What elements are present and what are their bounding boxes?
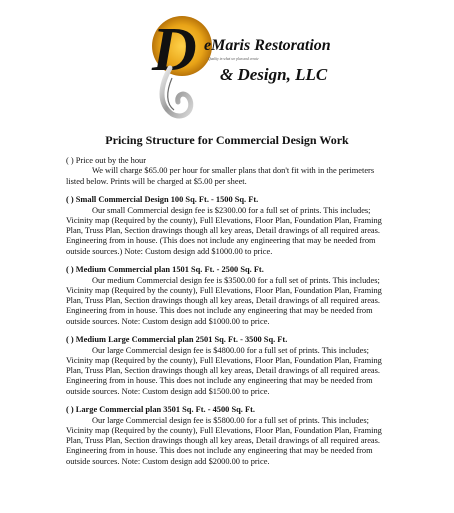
logo-name-line2: & Design, LLC — [220, 65, 328, 84]
section-heading: ( ) Medium Large Commercial plan 2501 Sq. Ft. - 3500 Sq. Ft. — [66, 335, 288, 345]
section-heading: ( ) Small Commercial Design 100 Sq. Ft. - 1500 Sq. Ft. — [66, 195, 259, 205]
section-body: Our large Commercial design fee is $5800.00 for a full set of prints. This includes; Vicinity map (Required by the county), Full Elevations, Floor Plan, Foundation Plan, Framing Plan, Truss Plan, Section drawings though all key areas, Detail drawings of all required areas. Engineering from in house. This does not include any engineering that may be needed from outside sources. Note: Custom design add $2000.00 to price. — [66, 415, 382, 466]
section-body: Our large Commercial design fee is $4800.00 for a full set of prints. This includes; Vicinity map (Required by the county), Full Elevations, Floor Plan, Foundation Plan, Framing Plan, Truss Plan, Section drawings though all key areas, Detail drawings of all required areas. Engineering from in house. This does not include any engineering that may be needed from outside sources. Note: Custom design add $1500.00 to price. — [66, 345, 382, 396]
pricing-section-large — [66, 405, 392, 467]
section-heading: ( ) Price out by the hour — [66, 156, 147, 165]
pricing-section-small — [66, 195, 392, 257]
logo-name-line1: eMaris Restoration — [204, 37, 331, 54]
section-body: Our medium Commercial design fee is $3500.00 for a full set of prints. This includes; Vicinity map (Required by the county), Full Elevations, Floor Plan, Foundation Plan, Framing Plan, Truss Plan, Section drawings though all key areas, Detail drawings of all required areas. Engineering from in house. This does not include any engineering that may be needed from outside sources. Note: Custom design add $1000.00 to price. — [66, 275, 382, 326]
pricing-section-hourly — [66, 156, 392, 187]
pricing-section-medium — [66, 265, 392, 327]
section-heading: ( ) Large Commercial plan 3501 Sq. Ft. - 4500 Sq. Ft. — [66, 405, 255, 415]
page-title: Pricing Structure for Commercial Design Work — [105, 133, 349, 147]
section-heading: ( ) Medium Commercial plan 1501 Sq. Ft. - 2500 Sq. Ft. — [66, 265, 264, 275]
logo-monogram: D — [152, 16, 197, 84]
section-body: We will charge $65.00 per hour for smaller plans that don't fit with in the perimeters listed below. Prints will be charged at $5.00 per sheet. — [66, 166, 375, 186]
logo-tagline: Quality in what we plan and create — [208, 57, 259, 61]
section-body: Our small Commercial design fee is $2300.00 for a full set of prints. This includes; Vicinity map (Required by the county), Full Elevations, Floor Plan, Foundation Plan, Framing Plan, Truss Plan, Section drawings though all key areas, Detail drawings of all required areas. Engineering from in house. (This does not include any engineering that may be needed from outside sources.) Note: Custom design add $1000.00 to price. — [66, 205, 382, 256]
logo-graphic — [142, 8, 331, 123]
pricing-list — [66, 156, 392, 475]
pricing-section-medium-large — [66, 335, 392, 397]
company-logo — [142, 8, 331, 123]
